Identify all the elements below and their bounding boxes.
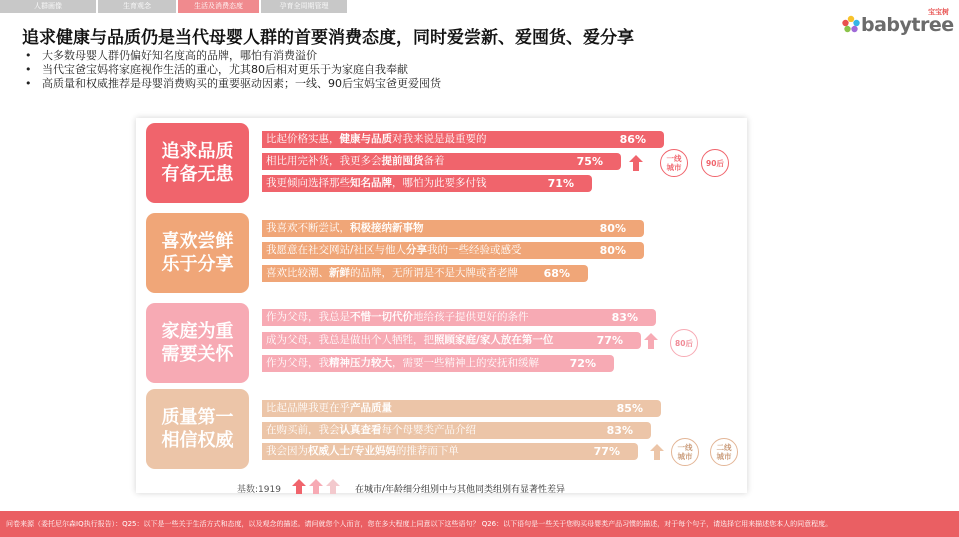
category-quality: 追求品质 有备无患 — [146, 123, 249, 203]
bar-pct: 68% — [543, 267, 570, 280]
bar-row: 作为父母，我精神压力较大，需要一些精神上的安抚和缓解 72% — [262, 355, 614, 372]
badge-tier1-city: 一线 城市 — [671, 438, 699, 466]
badge-tier1-city: 一线 城市 — [660, 149, 688, 177]
legend-text: 在城市/年龄细分组别中与其他同类组别有显著性差异 — [355, 485, 566, 495]
summary-bullets — [22, 49, 441, 91]
bar-pct: 85% — [616, 402, 643, 415]
bar-pct: 77% — [593, 445, 620, 458]
bar-pct: 80% — [599, 222, 626, 235]
arrow-up-icon — [629, 155, 643, 171]
badge-tier2-city: 二线 城市 — [710, 438, 738, 466]
arrow-up-icon — [650, 444, 664, 460]
legend-arrows-icon — [292, 477, 352, 495]
bar-row: 我更倾向选择那些知名品牌，哪怕为此要多付钱 71% — [262, 175, 592, 192]
bar-row: 比起品牌我更在乎产品质量 85% — [262, 400, 661, 417]
tab-profile[interactable]: 人群画像 — [0, 0, 96, 13]
bar-pct: 80% — [599, 244, 626, 257]
bar-row: 我喜欢不断尝试，积极接纳新事物 80% — [262, 220, 644, 237]
base-count: 基数:1919 — [237, 485, 281, 495]
bar-pct: 83% — [606, 424, 633, 437]
logo-sub: 宝宝树 — [928, 8, 949, 16]
bullet-2: • 当代宝爸宝妈将家庭视作生活的重心，尤其80后相对更乐于为家庭自我奉献 — [25, 63, 408, 76]
bar-row: 我愿意在社交网站/社区与他人分享我的一些经验或感受 80% — [262, 242, 644, 259]
bar-pct: 75% — [576, 155, 603, 168]
bar-pct: 83% — [611, 311, 638, 324]
tab-birth-view[interactable]: 生育观念 — [98, 0, 176, 13]
category-family: 家庭为重 需要关怀 — [146, 303, 249, 383]
badge-post80: 80后 — [670, 329, 698, 357]
bar-row: 我会因为权威人士/专业妈妈的推荐而下单 77% — [262, 443, 638, 460]
bar-pct: 77% — [596, 334, 623, 347]
bullet-1: • 大多数母婴人群仍偏好知名度高的品牌，哪怕有消费溢价 — [25, 49, 317, 62]
category-authority: 质量第一 相信权威 — [146, 389, 249, 469]
arrow-up-icon — [644, 333, 658, 349]
footer-source: 问卷来源（委托尼尔森IQ执行报告）：Q25：以下是一些关于生活方式和态度，以及观念的描述。请问就您个人而言，您在多大程度上同意以下这些语句？ Q26：以下语句是一些关于您购买母婴类产品习惯的描述，对于每个句子，请选择它用来描述您本人的同意程度。 — [0, 511, 959, 537]
babytree-logo — [841, 6, 954, 36]
category-novelty: 喜欢尝鲜 乐于分享 — [146, 213, 249, 293]
page-title: 追求健康与品质仍是当代母婴人群的首要消费态度，同时爱尝新、爱囤货、爱分享 — [22, 28, 634, 48]
logo-word: babytree — [861, 14, 954, 36]
bar-pct: 86% — [619, 133, 646, 146]
bar-pct: 72% — [569, 357, 596, 370]
bar-row: 成为父母，我总是做出个人牺牲，把照顾家庭/家人放在第一位 77% — [262, 332, 641, 349]
bar-row: 相比用完补货，我更多会提前囤货备着 75% — [262, 153, 621, 170]
logo-flower-icon — [841, 14, 861, 34]
bar-row: 喜欢比较潮、新鲜的品牌，无所谓是不是大牌或者老牌 68% — [262, 265, 588, 282]
badge-post90: 90后 — [701, 149, 729, 177]
tab-lifestyle[interactable]: 生活及消费态度 — [178, 0, 259, 13]
bar-row: 作为父母，我总是不惜一切代价地给孩子提供更好的条件 83% — [262, 309, 656, 326]
bar-row: 比起价格实惠，健康与品质对我来说是最重要的 86% — [262, 131, 664, 148]
tab-cycle[interactable]: 孕育全周期管理 — [261, 0, 347, 13]
top-tabs — [0, 0, 349, 13]
bar-row: 在购买前，我会认真查看每个母婴类产品介绍 83% — [262, 422, 651, 439]
bar-pct: 71% — [547, 177, 574, 190]
bullet-3: • 高质量和权威推荐是母婴消费购买的重要驱动因素；一线、90后宝妈宝爸更爱囤货 — [25, 77, 441, 90]
